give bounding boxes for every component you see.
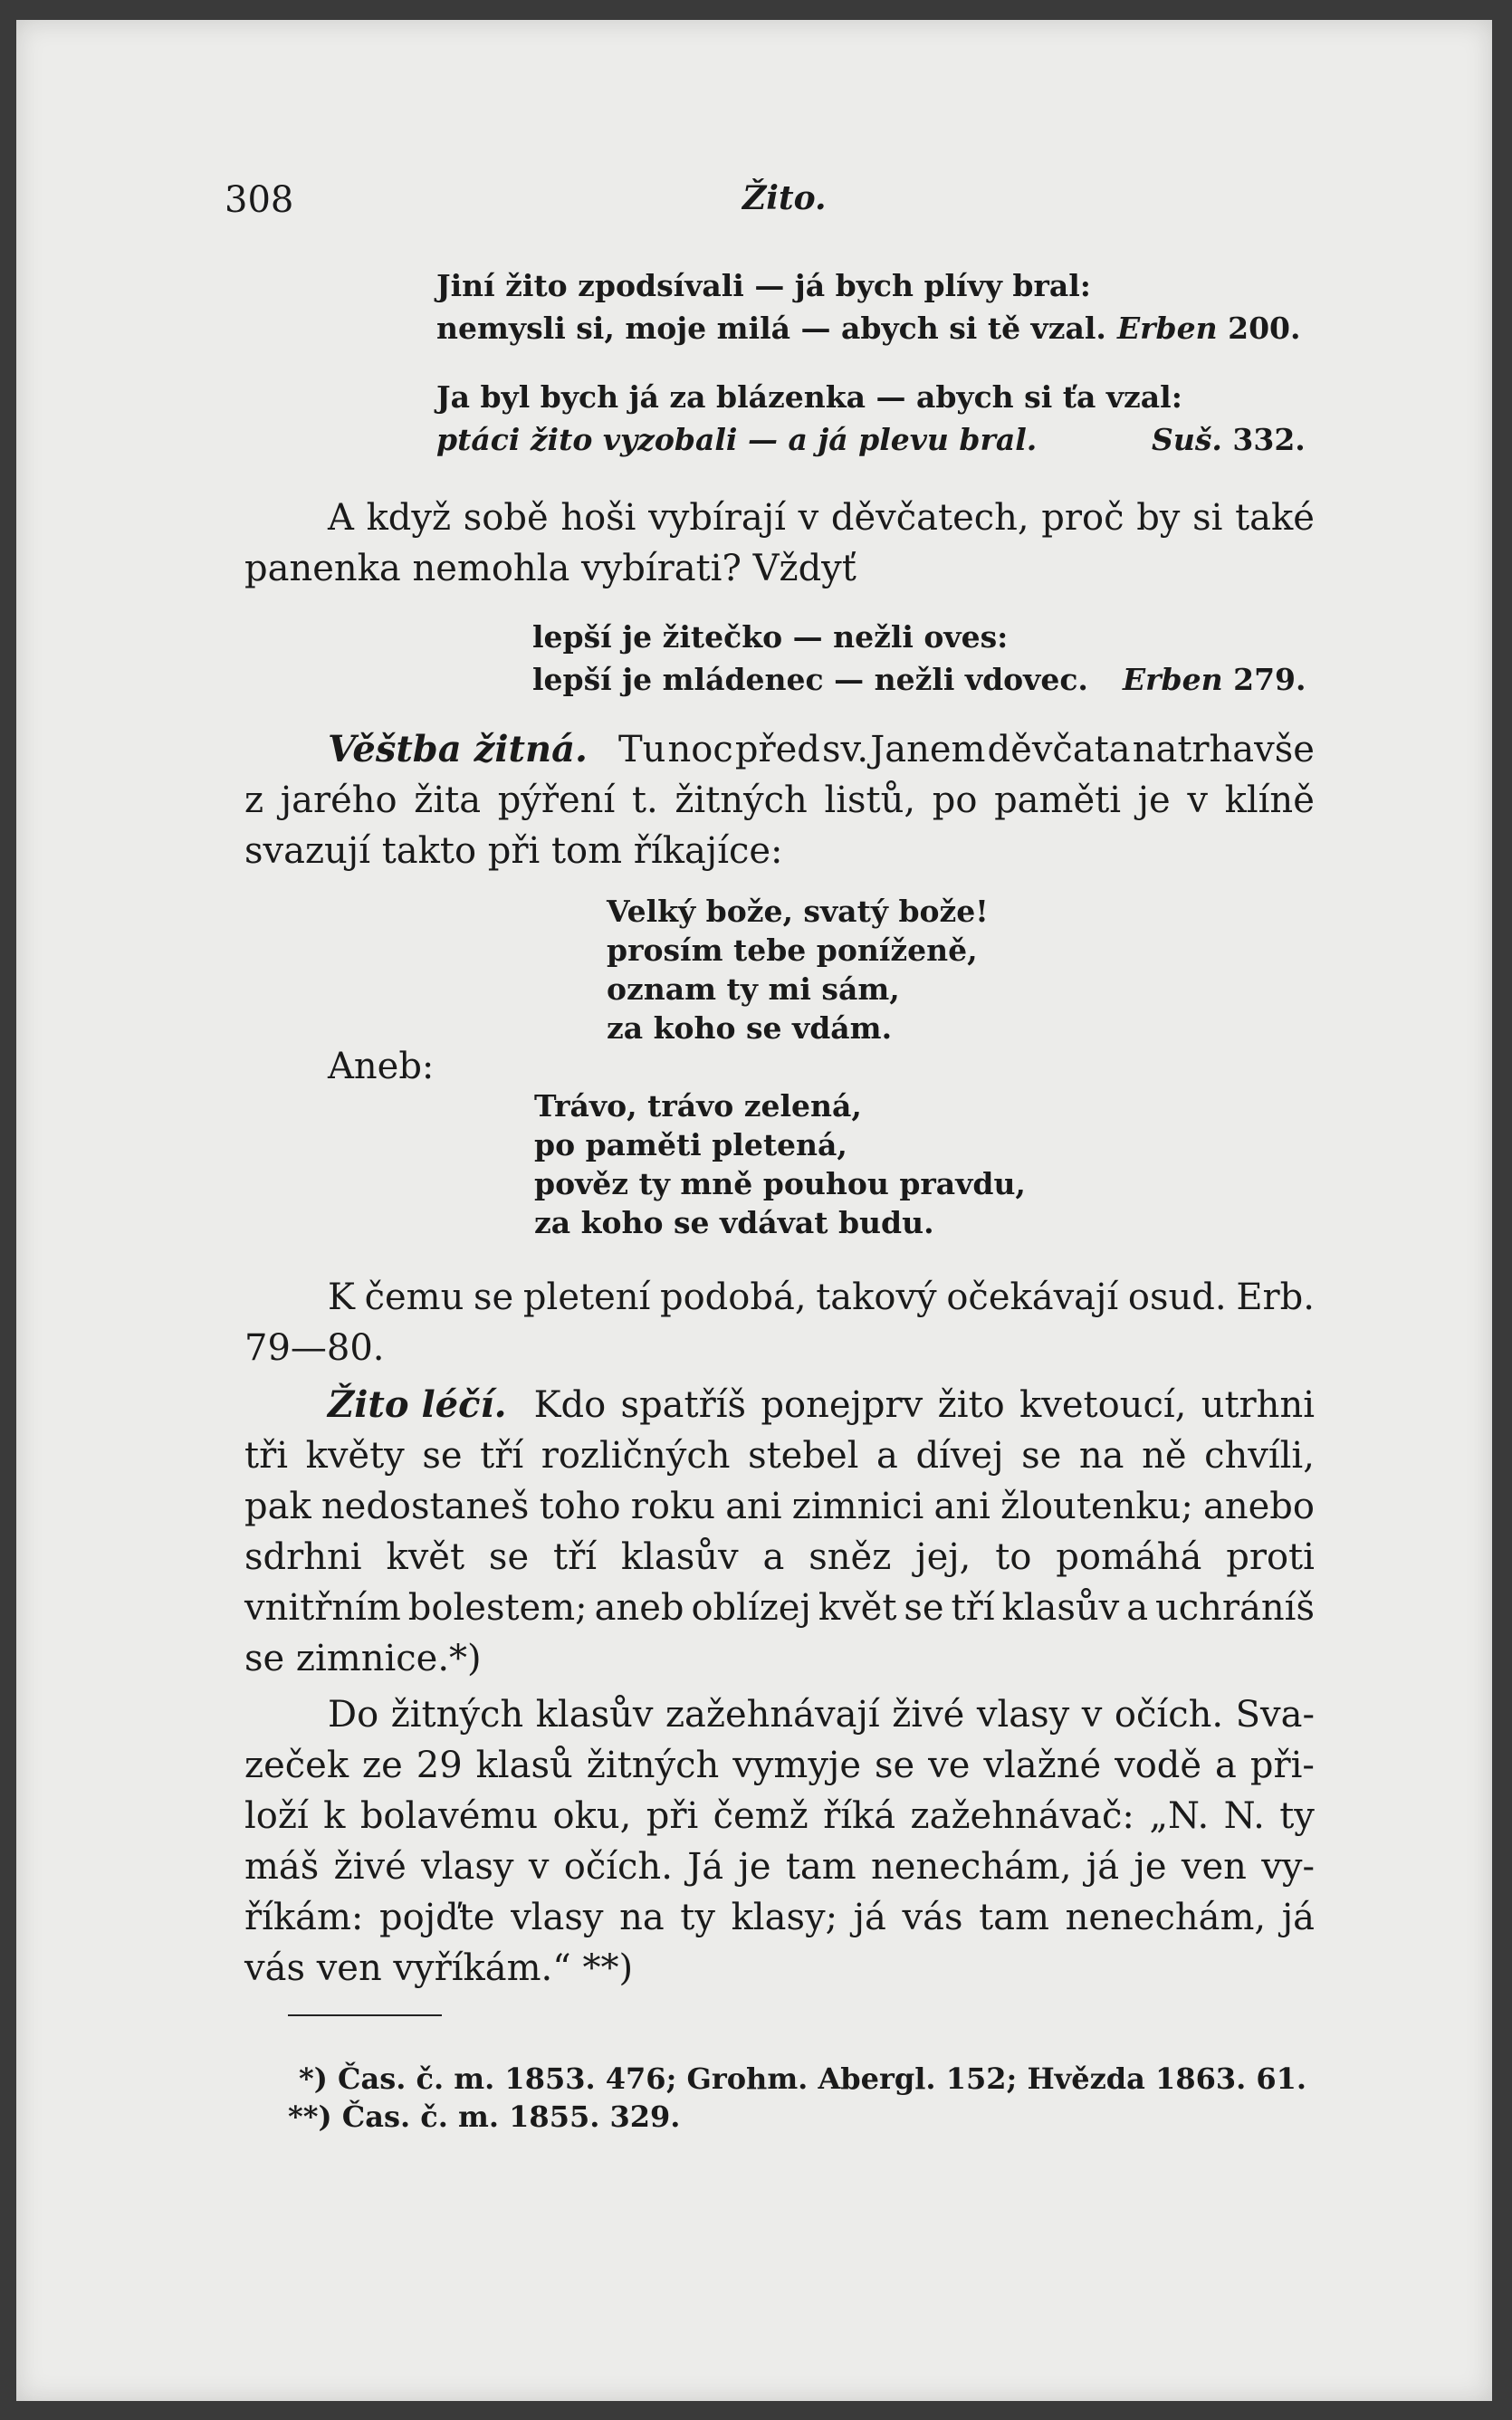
word: vnitřním [244,1587,401,1629]
word: se [874,1745,915,1786]
word: tam [785,1846,856,1888]
para-line: vás ven vyříkám.“ **) [244,1947,634,1989]
word: vás [902,1897,963,1938]
verse-line [436,418,1306,461]
word: na [1078,1435,1124,1477]
para-line [244,1892,1315,1943]
word: květ [386,1536,465,1578]
word: 29 [416,1745,463,1786]
verse-line [532,658,1306,701]
verse-line: po paměti pletená, [534,1127,847,1162]
word: žitných [675,780,808,821]
word: Do [328,1694,379,1736]
word: Sva- [1235,1694,1315,1736]
para-line [244,1689,1315,1740]
word: paměti [994,780,1121,821]
word: natrhavše [1132,729,1315,770]
word: živé [333,1846,407,1888]
para-words [534,1380,1315,1430]
word: klasův [620,1536,739,1578]
para-line: 79—80. [244,1327,385,1369]
para-line [244,1481,1315,1532]
word: v [528,1846,550,1888]
word: při [646,1795,699,1837]
word: sobě [463,497,549,539]
word: očích. [1114,1694,1224,1736]
word: tam [979,1897,1049,1938]
para-line: se zimnice.*) [244,1638,482,1679]
word: se [474,1277,514,1318]
verse-line: oznam ty mi sám, [607,971,900,1007]
word: K [328,1277,355,1318]
para-line [244,1532,1315,1583]
word: vymyje [732,1745,861,1786]
word: pak [244,1486,311,1527]
word: na [619,1897,665,1938]
verse-text: ptáci žito vyzobali — a já plevu bral. [436,422,1038,457]
word: očekávají [946,1277,1119,1318]
word: bolavému [359,1795,539,1837]
verse-line: Jiní žito zpodsívali — já bych plívy bral: [436,268,1091,303]
word: před [734,729,820,770]
word: děvčata [987,729,1131,770]
word: vlasy [511,1897,604,1938]
para-line [244,775,1315,826]
word: Kdo [533,1384,607,1426]
word: rozličných [541,1435,731,1477]
word: klíně [1224,780,1315,821]
word: z [244,780,264,821]
verse-5 [534,1086,1258,1242]
verse-line: pověz ty mně pouhou pravdu, [534,1166,1026,1201]
word: se [904,1587,944,1629]
word: listů, [824,780,916,821]
paragraph-4 [244,1380,1315,1684]
word: hoši [560,497,636,539]
para-line: svazují takto při tom říkajíce: [244,830,783,872]
word: v [1187,780,1208,821]
verse-line: Velký bože, svatý bože! [607,894,989,929]
verse-line: za koho se vdám. [607,1010,893,1046]
word: vodě [1115,1745,1202,1786]
word: v [798,497,819,539]
word: k [323,1795,346,1837]
footnotes [288,2060,1307,2136]
verse-line [436,307,1301,349]
word: klasů [475,1745,573,1786]
word: tří [553,1536,597,1578]
word: oblízej [691,1587,811,1629]
word: vlažné [983,1745,1102,1786]
verse-line: za koho se vdávat budu. [534,1205,934,1240]
verse-3 [532,616,1306,701]
word: Tu [617,729,666,770]
word: je [1134,1846,1167,1888]
para-line [244,1791,1315,1841]
word: ty [680,1897,715,1938]
aneb-label: Aneb: [328,1046,435,1087]
paragraph-2 [244,724,1315,876]
word: nenechám, [1065,1897,1267,1938]
running-title: Žito. [742,179,827,217]
word: ně [1142,1435,1187,1477]
word: zažehnávají [665,1694,880,1736]
word: spatříš [620,1384,747,1426]
word: kvetoucí, [1019,1384,1187,1426]
word: oku, [552,1795,632,1837]
word: toho [539,1486,621,1527]
word: ani [725,1486,782,1527]
word: zažehnávač: [910,1795,1134,1837]
para-line [244,724,1315,775]
word: žita [414,780,482,821]
word: a [1126,1587,1149,1629]
word: říkám: [244,1897,364,1938]
word: očích. [563,1846,673,1888]
footnote: **) Čas. č. m. 1855. 329. [288,2100,681,2134]
word: živé [892,1694,965,1736]
word: by [1136,497,1181,539]
footnote: *) Čas. č. m. 1853. 476; Grohm. Abergl. 152; Hvězda 1863. 61. [299,2061,1307,2096]
word: žloutenku; [1000,1486,1193,1527]
word: děvčatech, [830,497,1029,539]
word: „N. [1149,1795,1210,1837]
section-heading: Žito léčí. [328,1383,507,1426]
word: při- [1249,1745,1315,1786]
word: A [328,497,354,539]
word: klasy; [731,1897,838,1938]
verse-line: prosím tebe poníženě, [607,933,978,968]
word: pojďte [379,1897,495,1938]
footnote-divider [288,2014,442,2016]
word: čemž [713,1795,809,1837]
word: se [488,1536,530,1578]
word: ani [933,1486,990,1527]
word: já [1281,1897,1315,1938]
word: Janem [870,729,986,770]
word: čemu [364,1277,464,1318]
word: ponejprv [761,1384,923,1426]
word: ve [928,1745,971,1786]
para-line [244,1430,1315,1481]
verse-text: nemysli si, moje milá — abych si tě vzal. [436,311,1106,346]
word: vybírají [648,497,786,539]
verse-text: lepší je mládenec — nežli vdovec. [532,662,1088,697]
word: to [995,1536,1032,1578]
paragraph-5 [244,1689,1315,1994]
word: pýření [497,780,616,821]
word: si [1192,497,1223,539]
word: a [762,1536,785,1578]
word: květy [305,1435,405,1477]
word: říká [823,1795,896,1837]
para-words [618,724,1315,775]
para-line [244,1583,1315,1633]
word: proč [1041,497,1124,539]
word: podobá, [659,1277,807,1318]
word: jarého [280,780,397,821]
word: se [422,1435,463,1477]
word: ty [1279,1795,1315,1837]
word: já [1086,1846,1120,1888]
verse-1 [436,264,1301,349]
para-line [244,1272,1315,1323]
word: klasův [1001,1587,1120,1629]
word: žitných [390,1694,524,1736]
paragraph-3 [244,1272,1315,1373]
word: ze [362,1745,403,1786]
word: vlasy [976,1694,1070,1736]
word: osud. [1127,1277,1227,1318]
word: a [1215,1745,1237,1786]
word: roku [630,1486,715,1527]
word: sdrhni [244,1536,362,1578]
word: jej, [915,1536,971,1578]
word: já [853,1897,886,1938]
word: noc [667,729,733,770]
word: utrhni [1201,1384,1315,1426]
word: tří [480,1435,524,1477]
word: sv. [821,729,869,770]
paragraph-1 [244,493,1315,594]
word: tří [951,1587,995,1629]
verse-2 [436,376,1306,461]
verse-line: Ja byl bych já za blázenka — abych si ťa vzal: [436,379,1182,415]
word: pomáhá [1056,1536,1202,1578]
word: po [932,780,978,821]
verse-line: Trávo, trávo zelená, [534,1088,862,1124]
word: vlasy [421,1846,514,1888]
word: když [366,497,452,539]
word: je [1137,780,1171,821]
word: uchráníš [1155,1587,1315,1629]
para-line: panenka nemohla vybírati? Vždyť [244,548,856,589]
word: chvíli, [1204,1435,1315,1477]
para-line [244,1740,1315,1791]
word: je [738,1846,771,1888]
word: N. [1223,1795,1265,1837]
page-number: 308 [225,179,294,221]
word: nenechám, [871,1846,1072,1888]
word: anebo [1203,1486,1315,1527]
verse-reference: Erben 279. [1123,662,1306,697]
word: dívej [915,1435,1004,1477]
word: také [1235,497,1315,539]
para-line [244,1380,1315,1430]
word: bolestem; [407,1587,588,1629]
word: loží [244,1795,309,1837]
word: v [1081,1694,1103,1736]
verse-reference: Erben 200. [1117,311,1301,346]
word: žitných [586,1745,720,1786]
word: zeček [244,1745,349,1786]
word: a [876,1435,898,1477]
para-line [244,1841,1315,1892]
verse-4 [607,892,1240,1047]
word: klasův [535,1694,654,1736]
word: takový [816,1277,937,1318]
word: tři [244,1435,288,1477]
word: t. [631,780,658,821]
word: máš [244,1846,320,1888]
word: stebel [748,1435,859,1477]
word: pletení [522,1277,651,1318]
para-line [244,493,1315,543]
word: proti [1226,1536,1315,1578]
word: Erb. [1236,1277,1315,1318]
word: se [1021,1435,1062,1477]
word: sněz [809,1536,892,1578]
word: nedostaneš [321,1486,530,1527]
word: ven [1181,1846,1247,1888]
word: zimnici [791,1486,924,1527]
word: žito [937,1384,1005,1426]
word: květ [818,1587,897,1629]
word: Já [687,1846,724,1888]
verse-line: lepší je žitečko — nežli oves: [532,619,1009,655]
word: vy- [1261,1846,1315,1888]
verse-reference: Suš. 332. [1152,422,1306,457]
word: aneb [594,1587,684,1629]
section-heading: Věštba žitná. [328,728,588,770]
